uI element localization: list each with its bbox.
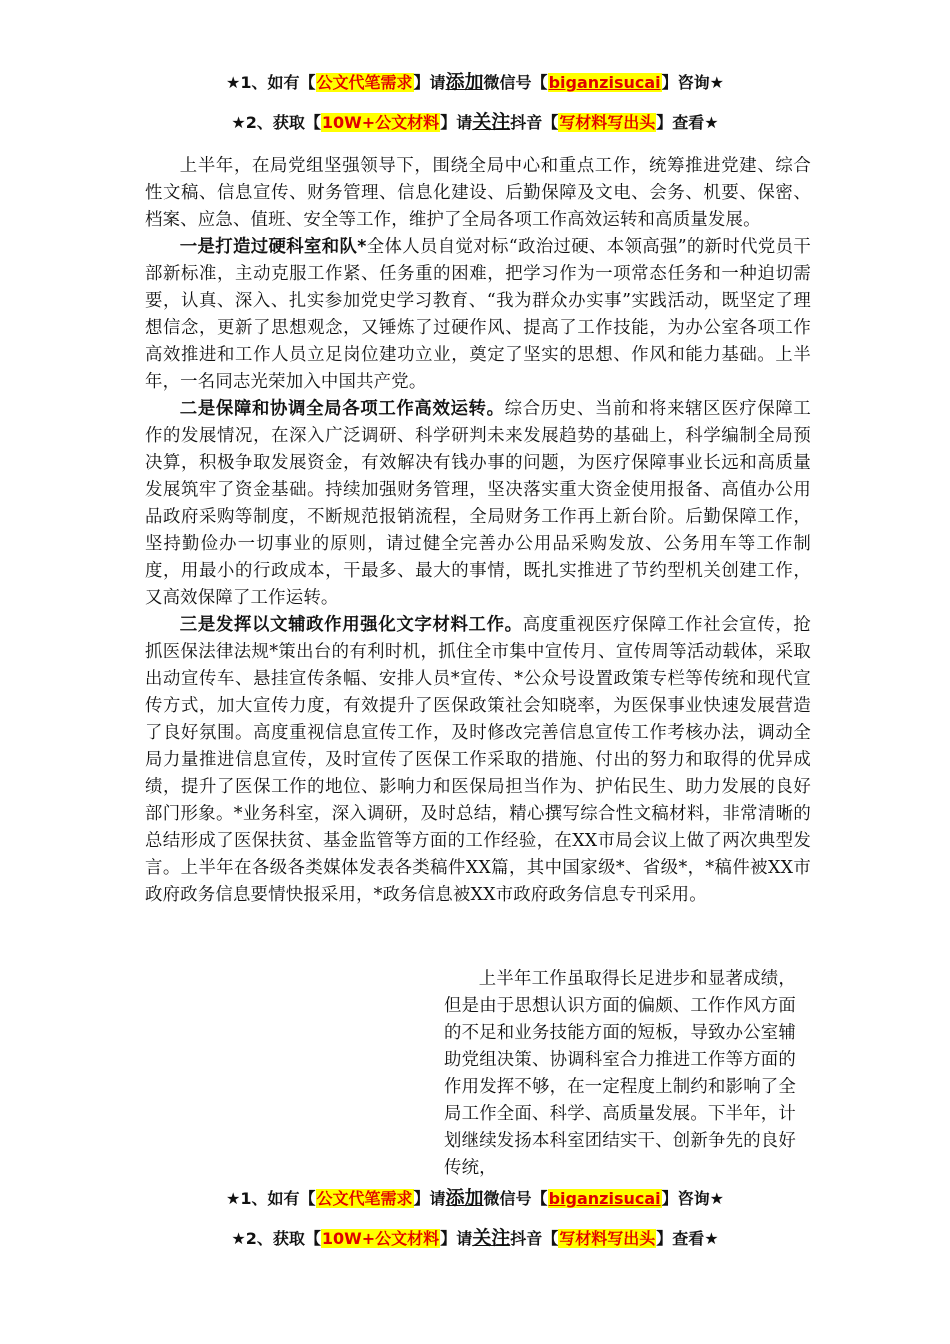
paragraph-3-lead: 三是发挥以文辅政作用强化文字材料工作。	[179, 615, 523, 635]
banner-text: 】查看★	[656, 1229, 719, 1248]
paragraph-2-lead: 二是保障和协调全局各项工作高效运转。	[179, 399, 505, 419]
banner-text: 抖音【	[510, 1229, 559, 1248]
banner-text: 】查看★	[656, 113, 719, 132]
banner-text: ★2、获取【	[231, 1229, 321, 1248]
banner-text: 】请	[413, 73, 446, 92]
paragraph-2	[145, 396, 811, 612]
banner-emphasis: 关注	[472, 1227, 511, 1249]
banner-text: 抖音【	[510, 113, 559, 132]
banner-highlight: 10W+公文材料	[321, 113, 440, 132]
top-banner-line-1	[0, 72, 950, 93]
banner-text: ★1、如有【	[226, 73, 316, 92]
banner-emphasis: 添加	[445, 71, 484, 93]
banner-text: 】咨询★	[661, 1189, 724, 1208]
document-body	[145, 153, 811, 909]
summary-text-box	[444, 966, 796, 1182]
paragraph-1	[145, 234, 811, 396]
banner-text: 微信号【	[483, 1189, 548, 1208]
bottom-banner-line-1	[0, 1188, 950, 1209]
paragraph-1-text: 全体人员自觉对标“政治过硬、本领高强”的新时代党员干部新标准，主动克服工作紧、任务重的困难，把学习作为一项常态任务和一种迫切需要，认真、深入、扎实参加党史学习教育、“我为群众办实事”实践活动，既坚定了理想信念，更新了思想观念，又锤炼了过硬作风、提高了工作技能，为办公室各项工作高效推进和工作人员立足岗位建功立业，奠定了坚实的思想、作风和能力基础。上半年，一名同志光荣加入中国共产党。	[145, 237, 812, 392]
wechat-id-link[interactable]: biganzisucai	[548, 73, 661, 92]
banner-highlight: 公文代笔需求	[316, 1189, 413, 1208]
banner-text: ★2、获取【	[231, 113, 321, 132]
banner-highlight: 10W+公文材料	[321, 1229, 440, 1248]
paragraph-3-text: 高度重视医疗保障工作社会宣传，抢抓医保法律法规*策出台的有利时机，抓住全市集中宣传月、宣传周等活动载体，采取出动宣传车、悬挂宣传条幅、安排人员*宣传、*公众号设置政策专栏等传统和现代宣传方式，加大宣传力度，有效提升了医保政策社会知晓率，为医保事业快速发展营造了良好氛围。高度重视信息宣传工作，及时修改完善信息宣传工作考核办法，调动全局力量推进信息宣传，及时宣传了医保工作采取的措施、付出的努力和取得的优异成绩，提升了医保工作的地位、影响力和医保局担当作为、护佑民生、助力发展的良好部门形象。*业务科室，深入调研，及时总结，精心撰写综合性文稿材料，非常清晰的总结形成了医保扶贫、基金监管等方面的工作经验，在XX市局会议上做了两次典型发言。上半年在各级各类媒体发表各类稿件XX篇，其中国家级*、省级*，*稿件被XX市政府政务信息要情快报采用，*政务信息被XX市政府政务信息专刊采用。	[145, 615, 812, 905]
paragraph-2-text: 综合历史、当前和将来辖区医疗保障工作的发展情况，在深入广泛调研、科学研判未来发展趋势的基础上，科学编制全局预决算，积极争取发展资金，有效解决有钱办事的问题，为医疗保障事业长远和高质量发展筑牢了资金基础。持续加强财务管理，坚决落实重大资金使用报备、高值办公用品政府采购等制度，不断规范报销流程，全局财务工作再上新台阶。后勤保障工作，坚持勤俭办一切事业的原则，请过健全完善办公用品采购发放、公务用车等工作制度，用最小的行政成本，干最多、最大的事情，既扎实推进了节约型机关创建工作，又高效保障了工作运转。	[145, 399, 812, 608]
banner-highlight: 写材料写出头	[559, 1229, 656, 1248]
wechat-id-link[interactable]: biganzisucai	[548, 1189, 661, 1208]
paragraph-3	[145, 612, 811, 909]
bottom-banner-line-2	[0, 1228, 950, 1249]
banner-text: ★1、如有【	[226, 1189, 316, 1208]
banner-text: 】咨询★	[661, 73, 724, 92]
intro-paragraph: 上半年，在局党组坚强领导下，围绕全局中心和重点工作，统筹推进党建、综合性文稿、信息宣传、财务管理、信息化建设、后勤保障及文电、会务、机要、保密、档案、应急、值班、安全等工作，维护了全局各项工作高效运转和高质量发展。	[145, 156, 811, 230]
top-banner-line-2	[0, 112, 950, 133]
banner-highlight: 公文代笔需求	[316, 73, 413, 92]
banner-text: 微信号【	[483, 73, 548, 92]
banner-emphasis: 添加	[445, 1187, 484, 1209]
banner-text: 】请	[440, 1229, 473, 1248]
banner-text: 】请	[413, 1189, 446, 1208]
banner-emphasis: 关注	[472, 111, 511, 133]
summary-paragraph: 上半年工作虽取得长足进步和显著成绩，但是由于思想认识方面的偏颇、工作作风方面的不足和业务技能方面的短板，导致办公室辅助党组决策、协调科室合力推进工作等方面的作用发挥不够，在一定程度上制约和影响了全局工作全面、科学、高质量发展。下半年，计划继续发扬本科室团结实干、创新争先的良好传统，	[444, 969, 796, 1178]
paragraph-1-lead: 一是打造过硬科室和队*	[179, 237, 367, 257]
banner-highlight: 写材料写出头	[559, 113, 656, 132]
banner-text: 】请	[440, 113, 473, 132]
